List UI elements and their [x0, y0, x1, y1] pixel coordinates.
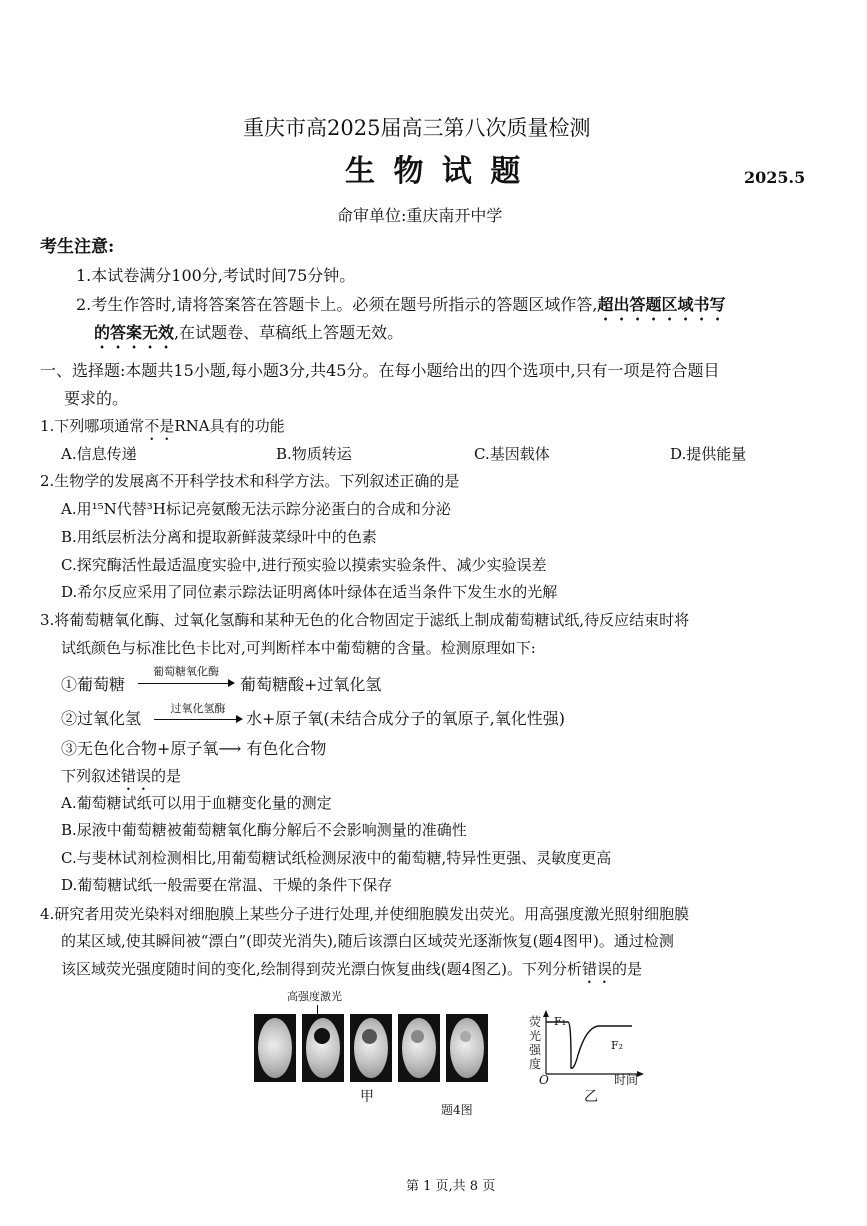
graph-origin: O	[539, 1073, 549, 1087]
q3-stem-2: 试纸颜色与标准比色卡比对,可判断样本中葡萄糖的含量。检测原理如下:	[61, 639, 536, 657]
q4-emphasis: 错误	[582, 960, 613, 978]
q3-reaction-1-right: 葡萄糖酸+过氧化氢	[240, 675, 382, 694]
notice-item-1: 1.本试卷满分100分,考试时间75分钟。	[76, 266, 356, 285]
y-label-char: 度	[529, 1057, 542, 1071]
q2-stem: 2.生物学的发展离不开科学技术和科学方法。下列叙述正确的是	[40, 472, 460, 490]
cell-image-1	[254, 1014, 296, 1082]
q4-stem-tail: 的是	[612, 960, 643, 978]
q3-question-text: 下列叙述	[61, 767, 122, 785]
q3-option-a: A.葡萄糖试纸可以用于血糖变化量的测定	[61, 794, 332, 812]
q3-reaction-1-enzyme: 葡萄糖氧化酶	[153, 665, 219, 678]
q1-option-b: B.物质转运	[276, 445, 352, 463]
q1-option-c: C.基因载体	[474, 445, 550, 463]
notice-emphasis-2: 的答案无效	[94, 323, 175, 342]
section-heading: 一、选择题:本题共15小题,每小题3分,共45分。在每小题给出的四个选项中,只有一项是符合题目	[40, 361, 720, 380]
notice-item-2-line-1	[76, 294, 725, 324]
q2-option-d: D.希尔反应采用了同位素示踪法证明离体叶绿体在适当条件下发生水的光解	[61, 583, 558, 601]
q3-stem-1: 3.将葡萄糖氧化酶、过氧化氢酶和某种无色的化合物固定于滤纸上制成葡萄糖试纸,待反应结束时将	[40, 611, 690, 629]
recovering-spot	[362, 1029, 377, 1044]
q1-stem-text: 1.下列哪项通常	[40, 417, 145, 435]
q1-emphasis: 不是	[144, 417, 175, 435]
figure-label-jia: 甲	[360, 1089, 374, 1105]
q4-stem-1: 4.研究者用荧光染料对细胞膜上某些分子进行处理,并使细胞膜发出荧光。用高强度激光照射细胞膜	[40, 905, 690, 923]
q3-emphasis: 错误	[121, 767, 152, 785]
y-label-char: 荧	[529, 1015, 542, 1029]
q1-option-a: A.信息传递	[61, 445, 137, 463]
q1-stem	[40, 416, 285, 444]
notice-item-2-text: 2.考生作答时,请将答案答在答题卡上。必须在题号所指示的答题区域作答,	[76, 295, 598, 314]
q3-reaction-2-enzyme: 过氧化氢酶	[170, 702, 226, 715]
q3-reaction-2-left: ②过氧化氢	[61, 709, 142, 728]
graph-f2-label: F₂	[611, 1039, 624, 1052]
notice-item-2-tail: ,在试题卷、草稿纸上答题无效。	[174, 323, 404, 342]
bleached-spot	[314, 1028, 330, 1044]
setter-unit: 命审单位:重庆南开中学	[337, 206, 503, 225]
q2-option-b: B.用纸层析法分离和提取新鲜菠菜绿叶中的色素	[61, 528, 377, 546]
recovering-spot	[411, 1030, 424, 1043]
q3-reaction-1-arrow	[138, 683, 234, 684]
page-footer: 第 1 页,共 8 页	[406, 1179, 496, 1194]
q4-stem-3	[61, 959, 642, 987]
q4-stem-text: 该区域荧光强度随时间的变化,绘制得到荧光漂白恢复曲线(题4图乙)。下列分析	[61, 960, 583, 978]
y-label-char: 强	[529, 1043, 542, 1057]
q2-option-a: A.用¹⁵N代替³H标记亮氨酸无法示踪分泌蛋白的合成和分泌	[61, 500, 451, 518]
exam-date: 2025.5	[744, 168, 806, 187]
q3-option-c: C.与斐林试剂检测相比,用葡萄糖试纸检测尿液中的葡萄糖,特异性更强、灵敏度更高	[61, 849, 612, 867]
q1-option-d: D.提供能量	[670, 445, 747, 463]
recovered-spot	[460, 1031, 471, 1042]
q3-question-tail: 的是	[151, 767, 182, 785]
cell-image-5	[446, 1014, 488, 1082]
cell-image-3	[350, 1014, 392, 1082]
q3-question	[61, 766, 181, 794]
q3-option-b: B.尿液中葡萄糖被葡萄糖氧化酶分解后不会影响测量的准确性	[61, 821, 467, 839]
q4-stem-2: 的某区域,使其瞬间被“漂白”(即荧光消失),随后该漂白区域荧光逐渐恢复(题4图甲)。通过检测	[61, 932, 674, 950]
figure-label-yi: 乙	[584, 1089, 598, 1105]
figure-caption: 题4图	[441, 1103, 473, 1117]
y-label-char: 光	[529, 1029, 542, 1043]
laser-label: 高强度激光	[287, 990, 342, 1003]
q2-option-c: C.探究酶活性最适温度实验中,进行预实验以摸索实验条件、减少实验误差	[61, 556, 547, 574]
subject-title: 生 物 试 题	[345, 154, 525, 189]
cell-image-4	[398, 1014, 440, 1082]
q3-reaction-2-right: 水+原子氧(未结合成分子的氧原子,氧化性强)	[246, 709, 565, 728]
graph-f1-label: F₁	[554, 1015, 567, 1028]
cell-image-2	[302, 1014, 344, 1082]
graph-x-label: 时间	[614, 1073, 639, 1087]
exam-title: 重庆市高2025届高三第八次质量检测	[243, 116, 591, 140]
q3-reaction-2-arrow	[154, 719, 242, 720]
notice-heading: 考生注意:	[40, 237, 115, 257]
q1-stem-tail: RNA具有的功能	[174, 417, 285, 435]
notice-emphasis: 超出答题区域书写	[597, 295, 726, 314]
q3-reaction-3: ③无色化合物+原子氧⟶ 有色化合物	[61, 739, 327, 758]
q3-reaction-1-left: ①葡萄糖	[61, 675, 126, 694]
section-heading-cont: 要求的。	[64, 389, 129, 408]
q3-option-d: D.葡萄糖试纸一般需要在常温、干燥的条件下保存	[61, 876, 393, 894]
notice-item-2-line-2	[94, 322, 403, 352]
